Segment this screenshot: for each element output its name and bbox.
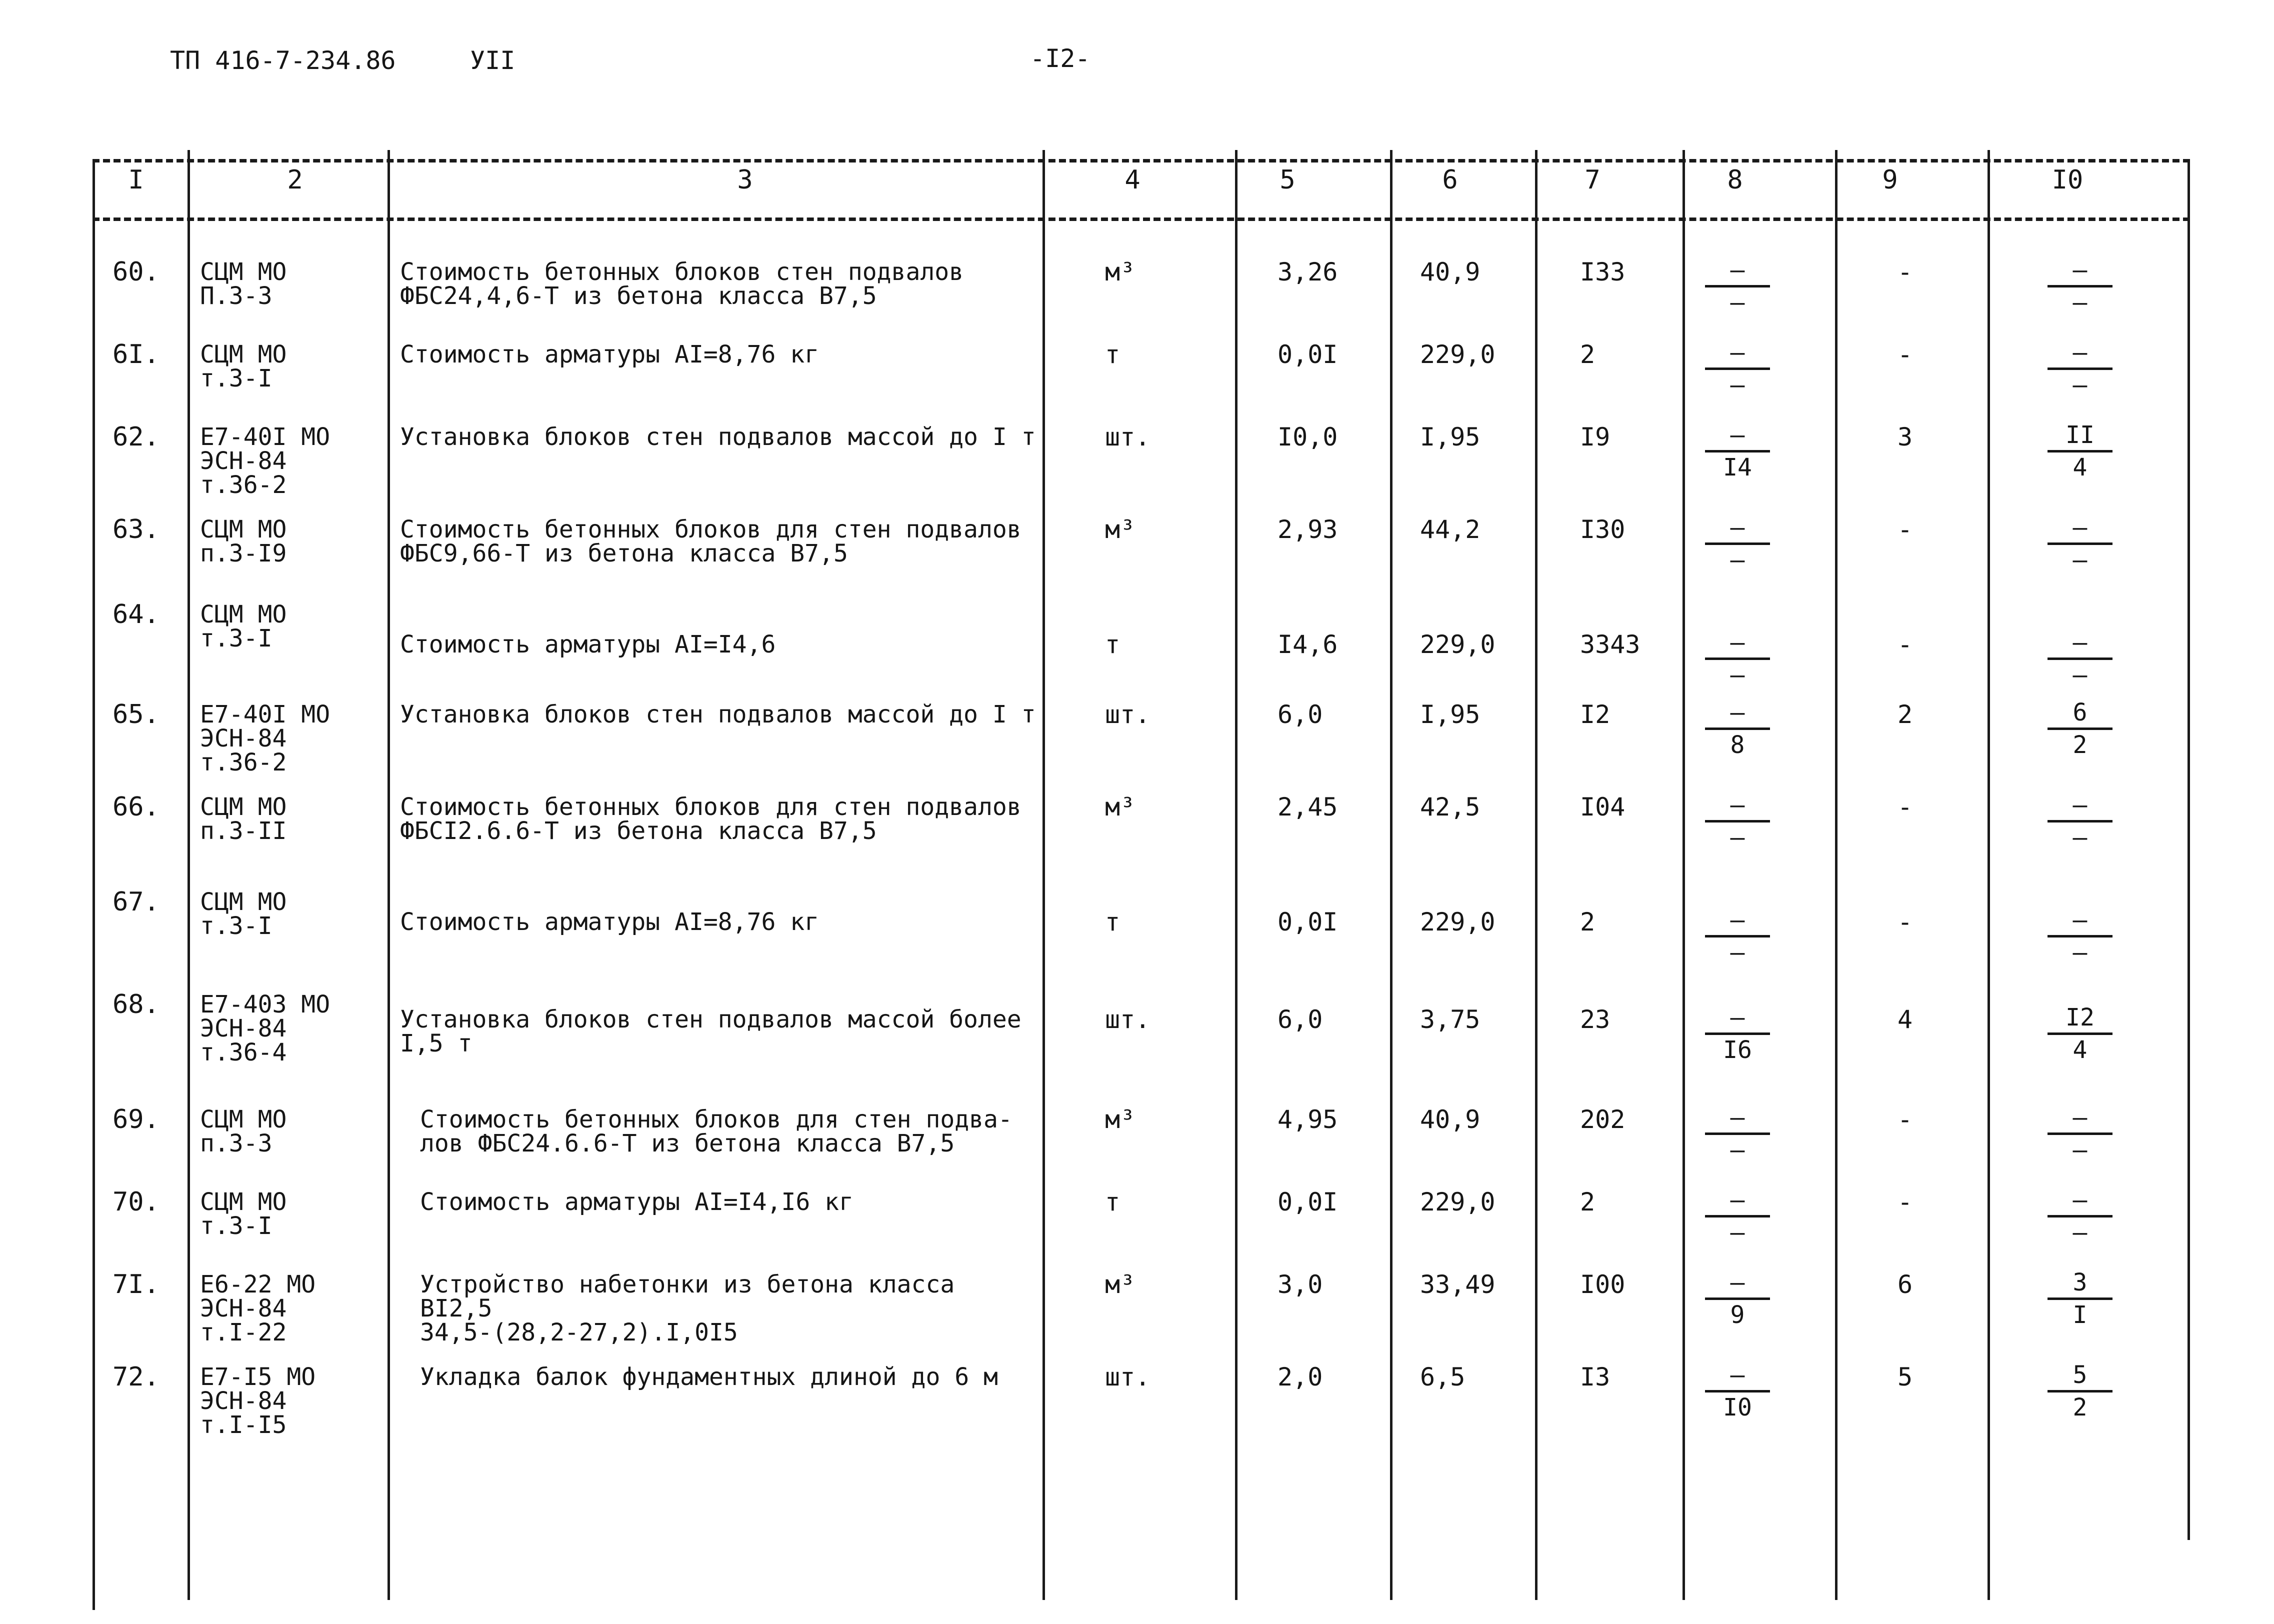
- col9-value: -: [1898, 792, 1913, 822]
- rate-code: СЦМ МО т.3-I: [200, 340, 287, 392]
- quantity-value: 3,26: [1278, 258, 1338, 286]
- col8-numerator: –: [1730, 791, 1745, 819]
- column-rule: [1042, 150, 1045, 1600]
- col8-fraction: [1705, 790, 1770, 852]
- rate-code: Е7-403 МО ЭСН-84 т.36-4: [200, 990, 330, 1066]
- col10-numerator: –: [2072, 514, 2088, 542]
- col9-value: -: [1898, 340, 1913, 369]
- rate-code: СЦМ МО п.3-I9: [200, 516, 287, 568]
- column-header: I: [128, 165, 144, 195]
- col10-numerator: –: [2072, 1104, 2088, 1132]
- unit-of-measure: шт.: [1105, 700, 1150, 729]
- col10-numerator: I2: [2066, 1004, 2094, 1032]
- col10-numerator: 6: [2072, 698, 2088, 726]
- quantity-value: 0,0I: [1278, 1188, 1338, 1216]
- col8-denominator: 8: [1730, 731, 1745, 759]
- row-number: 68.: [112, 990, 160, 1020]
- col8-denominator: –: [1730, 1218, 1745, 1246]
- unit-price-value: I,95: [1420, 700, 1480, 729]
- work-description: Устройство набетонки из бетона класса ВI2,5 34,5-(28,2-27,2).I,0I5: [420, 1270, 955, 1346]
- col10-denominator: –: [2072, 938, 2088, 966]
- quantity-value: I0,0: [1278, 422, 1338, 452]
- unit-of-measure: т: [1105, 908, 1120, 936]
- col8-numerator: –: [1730, 698, 1745, 726]
- col9-value: -: [1898, 908, 1913, 936]
- col8-numerator: –: [1730, 1104, 1745, 1132]
- work-description: Стоимость бетонных блоков для стен подвалов ФБСI2.6.6-Т из бетона класса В7,5: [400, 793, 1022, 845]
- col9-value: 3: [1898, 422, 1913, 452]
- col8-fraction: [1705, 905, 1770, 968]
- col10-numerator: 5: [2072, 1361, 2088, 1389]
- row-number: 69.: [112, 1104, 160, 1134]
- unit-of-measure: т: [1105, 340, 1120, 369]
- col10-fraction: [2048, 790, 2112, 852]
- rate-code: Е7-40I МО ЭСН-84 т.36-2: [200, 423, 330, 499]
- total-cost-value: I33: [1580, 258, 1626, 286]
- col10-denominator: –: [2072, 661, 2088, 689]
- col10-fraction: [2048, 512, 2112, 575]
- col9-value: -: [1898, 1188, 1913, 1216]
- col10-fraction: [2048, 338, 2112, 400]
- unit-of-measure: т: [1105, 630, 1120, 659]
- col8-denominator: –: [1730, 371, 1745, 399]
- rate-code: Е7-I5 МО ЭСН-84 т.I-I5: [200, 1363, 316, 1439]
- quantity-value: 0,0I: [1278, 340, 1338, 369]
- column-rule: [1390, 150, 1392, 1600]
- column-header: 5: [1280, 165, 1296, 195]
- quantity-value: 6,0: [1278, 1005, 1323, 1034]
- col9-value: 6: [1898, 1270, 1913, 1299]
- work-description: Стоимость бетонных блоков для стен подва- лов ФБС24.6.6-Т из бетона класса В7,5: [420, 1106, 1012, 1158]
- column-rule: [1682, 150, 1685, 1600]
- col8-denominator: I0: [1723, 1394, 1752, 1422]
- total-cost-value: I2: [1580, 700, 1610, 729]
- row-number: 63.: [112, 514, 160, 544]
- quantity-value: 2,0: [1278, 1362, 1323, 1392]
- unit-price-value: 6,5: [1420, 1362, 1466, 1392]
- unit-price-value: I,95: [1420, 422, 1480, 452]
- unit-price-value: 229,0: [1420, 1188, 1496, 1216]
- col8-numerator: –: [1730, 1004, 1745, 1032]
- col10-fraction: [2048, 420, 2112, 482]
- column-rule: [188, 150, 190, 1600]
- col10-fraction: [2048, 1268, 2112, 1330]
- col10-denominator: –: [2072, 288, 2088, 316]
- col9-value: -: [1898, 258, 1913, 286]
- column-rule: [388, 150, 390, 1600]
- work-description: Стоимость арматуры АI=8,76 кг: [400, 340, 820, 368]
- col10-numerator: –: [2072, 1186, 2088, 1214]
- column-rule: [1988, 150, 1990, 1600]
- unit-price-value: 229,0: [1420, 630, 1496, 659]
- unit-of-measure: м³: [1105, 258, 1136, 286]
- row-number: 6I.: [112, 340, 160, 370]
- col9-value: 2: [1898, 700, 1913, 729]
- col10-denominator: 4: [2072, 454, 2088, 482]
- document-code: ТП 416-7-234.86: [170, 46, 396, 75]
- column-rule: [2188, 160, 2190, 1540]
- header-top-rule: [92, 159, 2190, 162]
- total-cost-value: 202: [1580, 1105, 1626, 1134]
- work-description: Установка блоков стен подвалов массой более I,5 т: [400, 1006, 1022, 1058]
- col10-numerator: II: [2066, 421, 2094, 449]
- total-cost-value: I30: [1580, 515, 1626, 544]
- col8-fraction: [1705, 1102, 1770, 1165]
- col8-fraction: [1705, 1185, 1770, 1248]
- col8-fraction: [1705, 420, 1770, 482]
- total-cost-value: 23: [1580, 1005, 1610, 1034]
- col9-value: -: [1898, 1105, 1913, 1134]
- col8-denominator: –: [1730, 938, 1745, 966]
- col8-denominator: –: [1730, 824, 1745, 852]
- total-cost-value: 2: [1580, 1188, 1596, 1216]
- quantity-value: 6,0: [1278, 700, 1323, 729]
- work-description: Стоимость бетонных блоков для стен подвалов ФБС9,66-Т из бетона класса В7,5: [400, 516, 1022, 568]
- col8-fraction: [1705, 255, 1770, 318]
- col8-denominator: I6: [1723, 1036, 1752, 1064]
- unit-of-measure: м³: [1105, 1105, 1136, 1134]
- col9-value: -: [1898, 630, 1913, 659]
- col10-denominator: –: [2072, 371, 2088, 399]
- unit-price-value: 40,9: [1420, 258, 1480, 286]
- col10-denominator: –: [2072, 1218, 2088, 1246]
- unit-of-measure: шт.: [1105, 422, 1150, 452]
- col10-denominator: 2: [2072, 731, 2088, 759]
- column-header: I0: [2052, 165, 2084, 195]
- col10-numerator: –: [2072, 791, 2088, 819]
- unit-of-measure: шт.: [1105, 1005, 1150, 1034]
- column-rule: [1535, 150, 1538, 1600]
- work-description: Стоимость арматуры АI=I4,6: [400, 630, 776, 658]
- col8-numerator: –: [1730, 256, 1745, 284]
- col8-numerator: –: [1730, 1361, 1745, 1389]
- rate-code: СЦМ МО т.3-I: [200, 888, 287, 940]
- col10-denominator: –: [2072, 546, 2088, 574]
- page-number: -I2-: [1030, 44, 1090, 73]
- col10-numerator: –: [2072, 628, 2088, 656]
- rate-code: СЦМ МО т.3-I: [200, 600, 287, 652]
- col10-fraction: [2048, 1002, 2112, 1065]
- unit-price-value: 3,75: [1420, 1005, 1480, 1034]
- col10-fraction: [2048, 905, 2112, 968]
- quantity-value: 2,45: [1278, 792, 1338, 822]
- col10-numerator: –: [2072, 906, 2088, 934]
- column-header: 7: [1584, 165, 1600, 195]
- rate-code: СЦМ МО п.3-3: [200, 1106, 287, 1158]
- col10-fraction: [2048, 1360, 2112, 1422]
- volume-number: УII: [470, 46, 516, 75]
- col8-fraction: [1705, 1268, 1770, 1330]
- col8-numerator: –: [1730, 1186, 1745, 1214]
- col8-denominator: –: [1730, 288, 1745, 316]
- col10-fraction: [2048, 1185, 2112, 1248]
- column-header: 2: [287, 165, 303, 195]
- unit-price-value: 40,9: [1420, 1105, 1480, 1134]
- col10-denominator: 2: [2072, 1394, 2088, 1422]
- rate-code: СЦМ МО п.3-II: [200, 793, 287, 845]
- header-bottom-rule: [92, 218, 2190, 221]
- total-cost-value: I9: [1580, 422, 1610, 452]
- col10-denominator: –: [2072, 1136, 2088, 1164]
- total-cost-value: I04: [1580, 792, 1626, 822]
- unit-price-value: 42,5: [1420, 792, 1480, 822]
- row-number: 70.: [112, 1187, 160, 1217]
- rate-code: Е6-22 МО ЭСН-84 т.I-22: [200, 1270, 316, 1346]
- unit-price-value: 44,2: [1420, 515, 1480, 544]
- column-header: 3: [737, 165, 753, 195]
- unit-of-measure: т: [1105, 1188, 1120, 1216]
- col9-value: -: [1898, 515, 1913, 544]
- col10-fraction: [2048, 255, 2112, 318]
- unit-of-measure: шт.: [1105, 1362, 1150, 1392]
- work-description: Установка блоков стен подвалов массой до I т: [400, 700, 1036, 728]
- row-number: 66.: [112, 792, 160, 822]
- unit-of-measure: м³: [1105, 792, 1136, 822]
- col8-fraction: [1705, 1360, 1770, 1422]
- work-description: Стоимость арматуры АI=8,76 кг: [400, 908, 820, 936]
- column-rule: [1235, 150, 1238, 1600]
- col8-numerator: –: [1730, 628, 1745, 656]
- rate-code: СЦМ МО т.3-I: [200, 1188, 287, 1240]
- col8-fraction: [1705, 628, 1770, 690]
- col10-denominator: –: [2072, 824, 2088, 852]
- total-cost-value: 2: [1580, 340, 1596, 369]
- col8-numerator: –: [1730, 421, 1745, 449]
- total-cost-value: I00: [1580, 1270, 1626, 1299]
- col8-numerator: –: [1730, 514, 1745, 542]
- column-rule: [1835, 150, 1838, 1600]
- col8-denominator: –: [1730, 1136, 1745, 1164]
- work-description: Стоимость бетонных блоков стен подвалов ФБС24,4,6-Т из бетона класса В7,5: [400, 258, 964, 310]
- column-header: 9: [1882, 165, 1898, 195]
- row-number: 67.: [112, 887, 160, 917]
- work-description: Укладка балок фундаментных длиной до 6 м: [420, 1363, 998, 1391]
- work-description: Установка блоков стен подвалов массой до I т: [400, 423, 1036, 451]
- col8-fraction: [1705, 338, 1770, 400]
- unit-of-measure: м³: [1105, 515, 1136, 544]
- row-number: 72.: [112, 1362, 160, 1392]
- col8-denominator: –: [1730, 546, 1745, 574]
- row-number: 60.: [112, 257, 160, 287]
- col9-value: 4: [1898, 1005, 1913, 1034]
- work-description: Стоимость арматуры АI=I4,I6 кг: [420, 1188, 854, 1216]
- column-header: 4: [1124, 165, 1140, 195]
- row-number: 7I.: [112, 1270, 160, 1300]
- col10-fraction: [2048, 1102, 2112, 1165]
- col8-numerator: –: [1730, 338, 1745, 366]
- column-header: 6: [1442, 165, 1458, 195]
- col8-denominator: I4: [1723, 454, 1752, 482]
- col10-numerator: –: [2072, 256, 2088, 284]
- col8-fraction: [1705, 512, 1770, 575]
- quantity-value: I4,6: [1278, 630, 1338, 659]
- col10-numerator: –: [2072, 338, 2088, 366]
- quantity-value: 0,0I: [1278, 908, 1338, 936]
- unit-of-measure: м³: [1105, 1270, 1136, 1299]
- unit-price-value: 229,0: [1420, 340, 1496, 369]
- quantity-value: 2,93: [1278, 515, 1338, 544]
- quantity-value: 4,95: [1278, 1105, 1338, 1134]
- row-number: 64.: [112, 600, 160, 630]
- column-rule: [92, 160, 95, 1610]
- col8-numerator: –: [1730, 1268, 1745, 1296]
- total-cost-value: 2: [1580, 908, 1596, 936]
- col8-fraction: [1705, 698, 1770, 760]
- col10-denominator: 4: [2072, 1036, 2088, 1064]
- col10-fraction: [2048, 698, 2112, 760]
- col8-numerator: –: [1730, 906, 1745, 934]
- col8-denominator: 9: [1730, 1301, 1745, 1329]
- row-number: 62.: [112, 422, 160, 452]
- quantity-value: 3,0: [1278, 1270, 1323, 1299]
- col9-value: 5: [1898, 1362, 1913, 1392]
- col10-denominator: I: [2072, 1301, 2088, 1329]
- column-header: 8: [1727, 165, 1743, 195]
- unit-price-value: 33,49: [1420, 1270, 1496, 1299]
- col8-fraction: [1705, 1002, 1770, 1065]
- rate-code: СЦМ МО П.3-3: [200, 258, 287, 310]
- total-cost-value: 3343: [1580, 630, 1640, 659]
- total-cost-value: I3: [1580, 1362, 1610, 1392]
- row-number: 65.: [112, 700, 160, 730]
- rate-code: Е7-40I МО ЭСН-84 т.36-2: [200, 700, 330, 776]
- unit-price-value: 229,0: [1420, 908, 1496, 936]
- col10-fraction: [2048, 628, 2112, 690]
- col10-numerator: 3: [2072, 1268, 2088, 1296]
- col8-denominator: –: [1730, 661, 1745, 689]
